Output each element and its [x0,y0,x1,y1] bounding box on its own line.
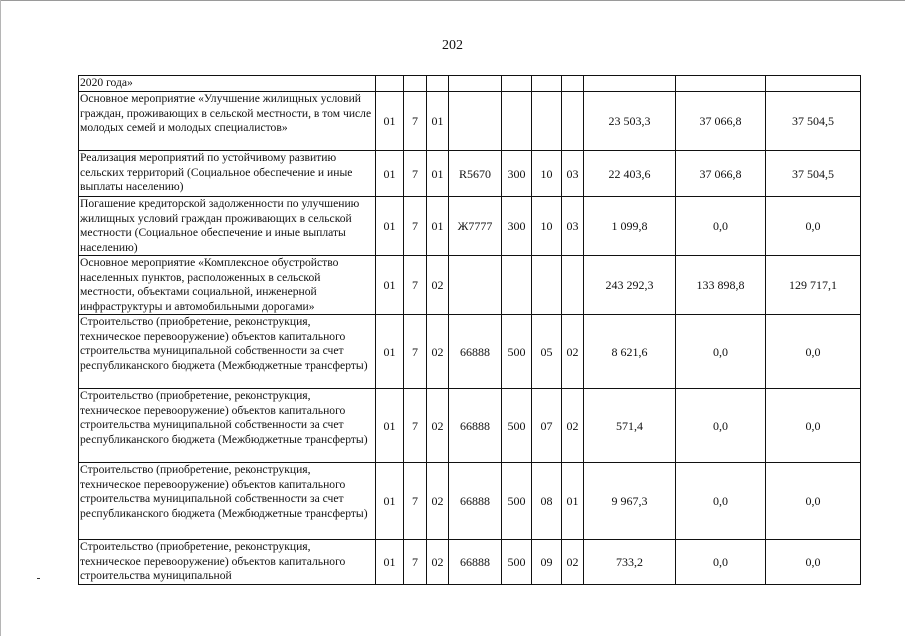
cell-subprogram-code: 7 [404,197,427,256]
cell-activity-code: 01 [427,151,449,197]
cell-direction-code [449,92,502,151]
cell-amount-year-1: 1 099,8 [584,197,676,256]
table-row [79,76,861,92]
cell-amount-year-3: 37 504,5 [766,92,861,151]
cell-program-code: 01 [376,197,404,256]
scan-speck [37,578,40,579]
cell-activity-code: 02 [427,389,449,463]
cell-expense-type: 500 [502,540,532,585]
table-row [79,197,861,256]
cell-program-code: 01 [376,463,404,540]
cell-direction-code: R5670 [449,151,502,197]
row-name: Основное мероприятие «Комплексное обустройство населенных пунктов, расположенных в сельской местности, объектами социальной, инженерной инфраструктуры и автомобильными дорогами» [79,256,376,315]
cell-amount-year-2: 37 066,8 [676,92,766,151]
cell-direction-code [449,256,502,315]
cell-amount-year-2: 0,0 [676,197,766,256]
cell-amount-year-1 [584,76,676,92]
cell-subsection [562,76,584,92]
cell-amount-year-1: 733,2 [584,540,676,585]
cell-amount-year-3: 0,0 [766,197,861,256]
cell-expense-type: 300 [502,151,532,197]
cell-amount-year-2: 133 898,8 [676,256,766,315]
cell-section [532,92,562,151]
cell-program-code [376,76,404,92]
cell-amount-year-2: 0,0 [676,540,766,585]
table-row [79,151,861,197]
cell-amount-year-2: 0,0 [676,315,766,389]
cell-activity-code: 02 [427,256,449,315]
cell-amount-year-3: 37 504,5 [766,151,861,197]
cell-activity-code: 02 [427,540,449,585]
cell-program-code: 01 [376,315,404,389]
row-name: Строительство (приобретение, реконструкция, техническое перевооружение) объектов капитального строительства муниципальной собственности за счет республиканского бюджета (Межбюджетные трансферты) [79,463,376,540]
cell-activity-code: 02 [427,463,449,540]
cell-amount-year-3: 129 717,1 [766,256,861,315]
cell-amount-year-2: 0,0 [676,389,766,463]
row-name: Реализация мероприятий по устойчивому развитию сельских территорий (Социальное обеспечение и иные выплаты населению) [79,151,376,197]
cell-expense-type [502,92,532,151]
cell-amount-year-3 [766,76,861,92]
table-row [79,389,861,463]
row-name: Строительство (приобретение, реконструкция, техническое перевооружение) объектов капитального строительства муниципальной собственности за счет республиканского бюджета (Межбюджетные трансферты) [79,389,376,463]
scan-edge-top [0,0,905,1]
cell-amount-year-1: 8 621,6 [584,315,676,389]
cell-program-code: 01 [376,256,404,315]
cell-section: 09 [532,540,562,585]
row-name: Погашение кредиторской задолженности по улучшению жилищных условий граждан проживающих в сельской местности (Социальное обеспечение и иные выплаты населению) [79,197,376,256]
cell-section: 10 [532,197,562,256]
table-row [79,540,861,585]
cell-section [532,256,562,315]
cell-amount-year-3: 0,0 [766,463,861,540]
cell-direction-code: Ж7777 [449,197,502,256]
cell-subprogram-code [404,76,427,92]
table-row [79,463,861,540]
cell-subprogram-code: 7 [404,151,427,197]
cell-program-code: 01 [376,540,404,585]
cell-section: 07 [532,389,562,463]
cell-activity-code: 01 [427,197,449,256]
cell-activity-code: 02 [427,315,449,389]
cell-amount-year-1: 571,4 [584,389,676,463]
row-name: Строительство (приобретение, реконструкция, техническое перевооружение) объектов капитального строительства муниципальной собственности за счет республиканского бюджета (Межбюджетные трансферты) [79,315,376,389]
cell-direction-code: 66888 [449,540,502,585]
cell-subsection: 03 [562,197,584,256]
cell-amount-year-1: 9 967,3 [584,463,676,540]
cell-amount-year-3: 0,0 [766,389,861,463]
cell-subprogram-code: 7 [404,315,427,389]
cell-amount-year-2 [676,76,766,92]
cell-amount-year-3: 0,0 [766,540,861,585]
cell-direction-code: 66888 [449,463,502,540]
cell-subprogram-code: 7 [404,256,427,315]
cell-amount-year-1: 23 503,3 [584,92,676,151]
budget-table [78,75,861,585]
table-row [79,256,861,315]
cell-subsection: 02 [562,315,584,389]
cell-subsection: 03 [562,151,584,197]
cell-expense-type [502,256,532,315]
cell-expense-type [502,76,532,92]
cell-activity-code: 01 [427,92,449,151]
cell-amount-year-2: 0,0 [676,463,766,540]
cell-subprogram-code: 7 [404,540,427,585]
cell-section: 10 [532,151,562,197]
cell-subprogram-code: 7 [404,92,427,151]
cell-amount-year-2: 37 066,8 [676,151,766,197]
cell-amount-year-1: 243 292,3 [584,256,676,315]
cell-activity-code [427,76,449,92]
scan-edge-left [0,0,1,636]
table-row [79,92,861,151]
cell-section: 08 [532,463,562,540]
cell-expense-type: 300 [502,197,532,256]
cell-program-code: 01 [376,389,404,463]
cell-direction-code [449,76,502,92]
cell-subprogram-code: 7 [404,463,427,540]
cell-expense-type: 500 [502,463,532,540]
cell-direction-code: 66888 [449,315,502,389]
cell-subsection [562,256,584,315]
cell-expense-type: 500 [502,315,532,389]
table-row [79,315,861,389]
row-name: 2020 года» [79,76,376,92]
cell-section: 05 [532,315,562,389]
cell-subsection: 02 [562,540,584,585]
cell-expense-type: 500 [502,389,532,463]
row-name: Основное мероприятие «Улучшение жилищных условий граждан, проживающих в сельской местности, в том числе молодых семей и молодых специалистов» [79,92,376,151]
cell-program-code: 01 [376,151,404,197]
cell-subsection [562,92,584,151]
cell-direction-code: 66888 [449,389,502,463]
cell-section [532,76,562,92]
cell-amount-year-3: 0,0 [766,315,861,389]
cell-amount-year-1: 22 403,6 [584,151,676,197]
cell-subsection: 01 [562,463,584,540]
cell-subsection: 02 [562,389,584,463]
row-name: Строительство (приобретение, реконструкция, техническое перевооружение) объектов капитального строительства муниципальной [79,540,376,585]
page-number: 202 [442,38,463,53]
cell-subprogram-code: 7 [404,389,427,463]
cell-program-code: 01 [376,92,404,151]
